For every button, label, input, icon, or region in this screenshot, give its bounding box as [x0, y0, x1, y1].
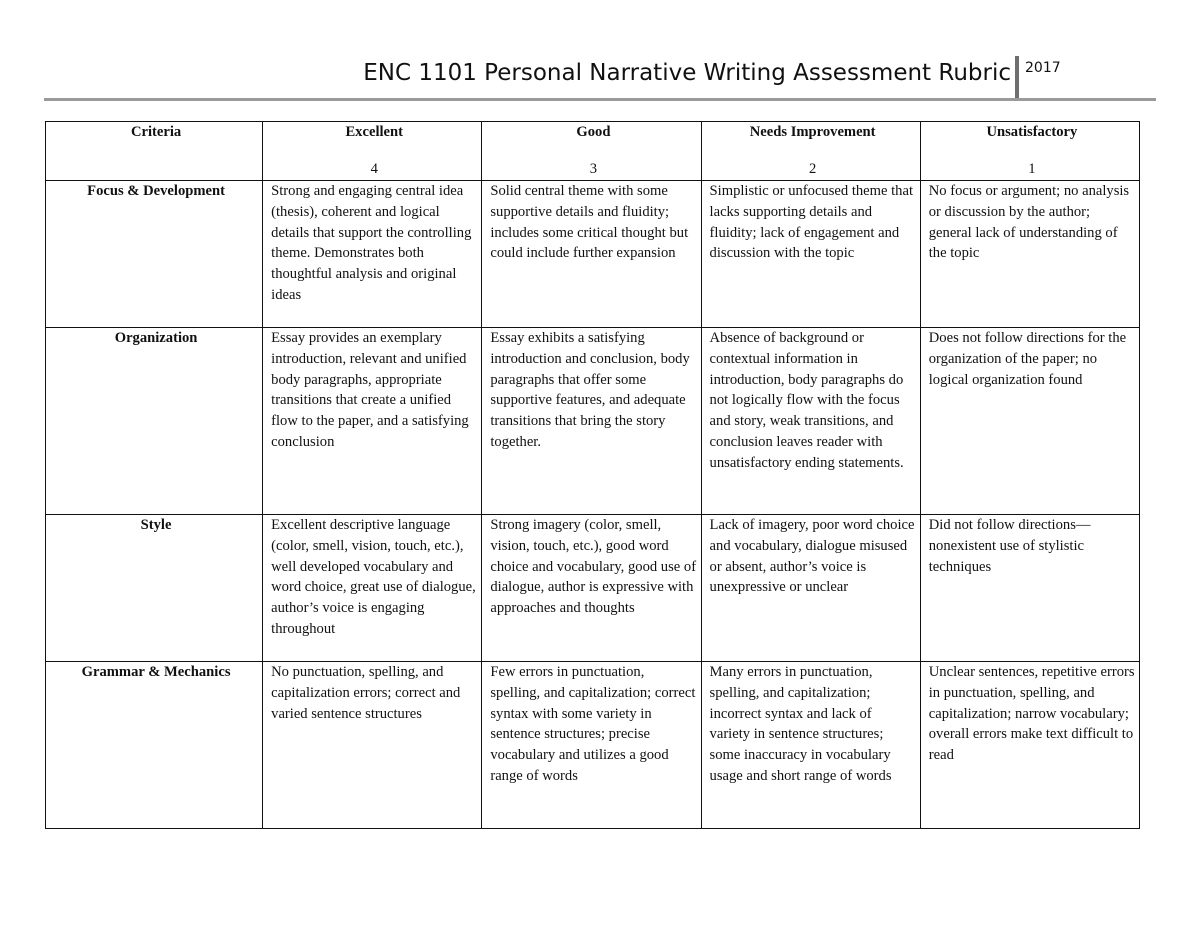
cell-needs-improvement: Simplistic or unfocused theme that lacks supporting details and fluidity; lack of engagement and discussion with the topic — [701, 181, 920, 328]
cell-good: Solid central theme with some supportive details and fluidity; includes some critical thought but could include further expansion — [482, 181, 701, 328]
cell-good: Essay exhibits a satisfying introduction and conclusion, body paragraphs that offer some supportive features, and adequate transitions that bring the story together. — [482, 328, 701, 515]
header-score: 2 — [809, 161, 817, 177]
table-row — [46, 515, 1140, 662]
criteria-cell: Organization — [46, 328, 263, 515]
header-rule — [44, 98, 1156, 101]
header-excellent — [263, 122, 482, 181]
cell-good: Strong imagery (color, smell, vision, touch, etc.), good word choice and vocabulary, good use of dialogue, author is expressive with approaches and thoughts — [482, 515, 701, 662]
criteria-cell: Focus & Development — [46, 181, 263, 328]
header-score: 1 — [1028, 161, 1036, 177]
cell-needs-improvement: Many errors in punctuation, spelling, and capitalization; incorrect syntax and lack of variety in sentence structures; some inaccuracy in vocabulary usage and short range of words — [701, 662, 920, 829]
header-unsatisfactory — [920, 122, 1139, 181]
cell-excellent: Strong and engaging central idea (thesis), coherent and logical details that support the controlling theme. Demonstrates both thoughtful analysis and original ideas — [263, 181, 482, 328]
cell-unsatisfactory: No focus or argument; no analysis or discussion by the author; general lack of understanding of the topic — [920, 181, 1139, 328]
header-needs-improvement — [701, 122, 920, 181]
document-title: ENC 1101 Personal Narrative Writing Assessment Rubric — [363, 60, 1011, 86]
header-label: Unsatisfactory — [986, 124, 1078, 140]
document-header — [44, 52, 1156, 100]
header-divider — [1015, 56, 1019, 98]
document-year: 2017 — [1025, 60, 1061, 76]
cell-needs-improvement: Absence of background or contextual information in introduction, body paragraphs do not logically flow with the focus and story, weak transitions, and conclusion leaves reader with unsatisfactory ending statements. — [701, 328, 920, 515]
header-label: Good — [576, 124, 611, 140]
header-good — [482, 122, 701, 181]
table-header-row — [46, 122, 1140, 181]
cell-needs-improvement: Lack of imagery, poor word choice and vocabulary, dialogue misused or absent, author’s voice is unexpressive or unclear — [701, 515, 920, 662]
table-row — [46, 328, 1140, 515]
header-criteria — [46, 122, 263, 181]
rubric-table — [45, 121, 1140, 829]
cell-excellent: Excellent descriptive language (color, smell, vision, touch, etc.), well developed vocabulary and word choice, great use of dialogue, author’s voice is engaging throughout — [263, 515, 482, 662]
table-row — [46, 181, 1140, 328]
table-row — [46, 662, 1140, 829]
cell-excellent: No punctuation, spelling, and capitalization errors; correct and varied sentence structures — [263, 662, 482, 829]
cell-unsatisfactory: Does not follow directions for the organization of the paper; no logical organization found — [920, 328, 1139, 515]
header-score — [54, 160, 258, 180]
cell-unsatisfactory: Did not follow directions—nonexistent use of stylistic techniques — [920, 515, 1139, 662]
cell-excellent: Essay provides an exemplary introduction, relevant and unified body paragraphs, appropriate transitions that create a unified flow to the paper, and a satisfying conclusion — [263, 328, 482, 515]
cell-good: Few errors in punctuation, spelling, and capitalization; correct syntax with some variety in sentence structures; precise vocabulary and utilizes a good range of words — [482, 662, 701, 829]
criteria-cell: Grammar & Mechanics — [46, 662, 263, 829]
criteria-cell: Style — [46, 515, 263, 662]
header-label: Needs Improvement — [749, 124, 876, 140]
header-label: Excellent — [345, 124, 404, 140]
header-label: Criteria — [130, 124, 182, 140]
header-score: 4 — [370, 161, 378, 177]
cell-unsatisfactory: Unclear sentences, repetitive errors in punctuation, spelling, and capitalization; narrow vocabulary; overall errors make text difficult to read — [920, 662, 1139, 829]
header-score: 3 — [589, 161, 598, 177]
